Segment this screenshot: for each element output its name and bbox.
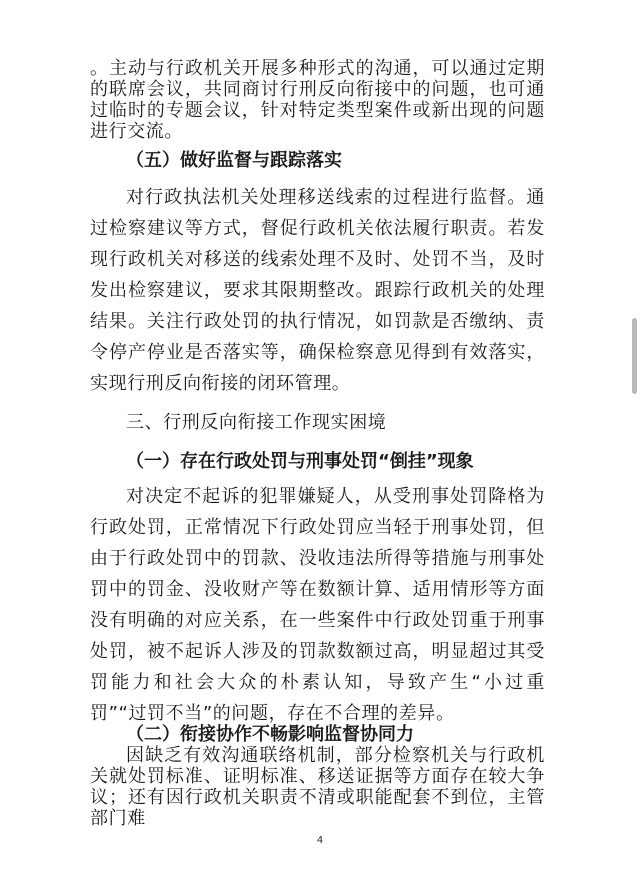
scrollbar-thumb[interactable]: [632, 318, 637, 394]
page-number: 4: [316, 835, 324, 846]
paragraph-supervision: 对行政执法机关处理移送线索的过程进行监督。通过检察建议等方式，督促行政机关依法履行职责。若发现行政机关对移送的线索处理不及时、处罚不当，及时发出检察建议，要求其限期整改。跟踪行政机关的处理结果。关注行政处罚的执行情况，如罚款是否缴纳、责令停产停业是否落实等，确保检察意见得到有效落实，实现行刑反向衔接的闭环管理。: [90, 187, 545, 394]
section-title-3: 三、行刑反向衔接工作现实困境: [126, 412, 387, 433]
heading-coordination: （二）衔接协作不畅影响监督协同力: [126, 724, 414, 745]
paragraph-continuation: 。主动与行政机关开展多种形式的沟通，可以通过定期的联席会议，共同商讨行刑反向衔接中的问题，也可通过临时的专题会议，针对特定类型案件或新出现的问题进行交流。: [90, 58, 545, 142]
scrollbar-track[interactable]: [629, 0, 637, 881]
heading-supervision: （五）做好监督与跟踪落实: [126, 150, 342, 171]
paragraph-inversion: 对决定不起诉的犯罪嫌疑人，从受刑事处罚降格为行政处罚，正常情况下行政处罚应当轻于刑事处罚，但由于行政处罚中的罚款、没收违法所得等措施与刑事处罚中的罚金、没收财产等在数额计算、适用情形等方面没有明确的对应关系，在一些案件中行政处罚重于刑事处罚，被不起诉人涉及的罚款数额过高，明显超过其受罚能力和社会大众的朴素认知，导致产生“小过重罚”“过罚不当”的问题，存在不合理的差异。: [90, 486, 545, 724]
heading-inversion: （一）存在行政处罚与刑事处罚“倒挂”现象: [126, 451, 474, 472]
paragraph-coordination: 因缺乏有效沟通联络机制，部分检察机关与行政机关就处罚标准、证明标准、移送证据等方面存在较大争议；还有因行政机关职责不清或职能配套不到位，主管部门难: [90, 745, 545, 829]
document-body: [90, 58, 545, 829]
